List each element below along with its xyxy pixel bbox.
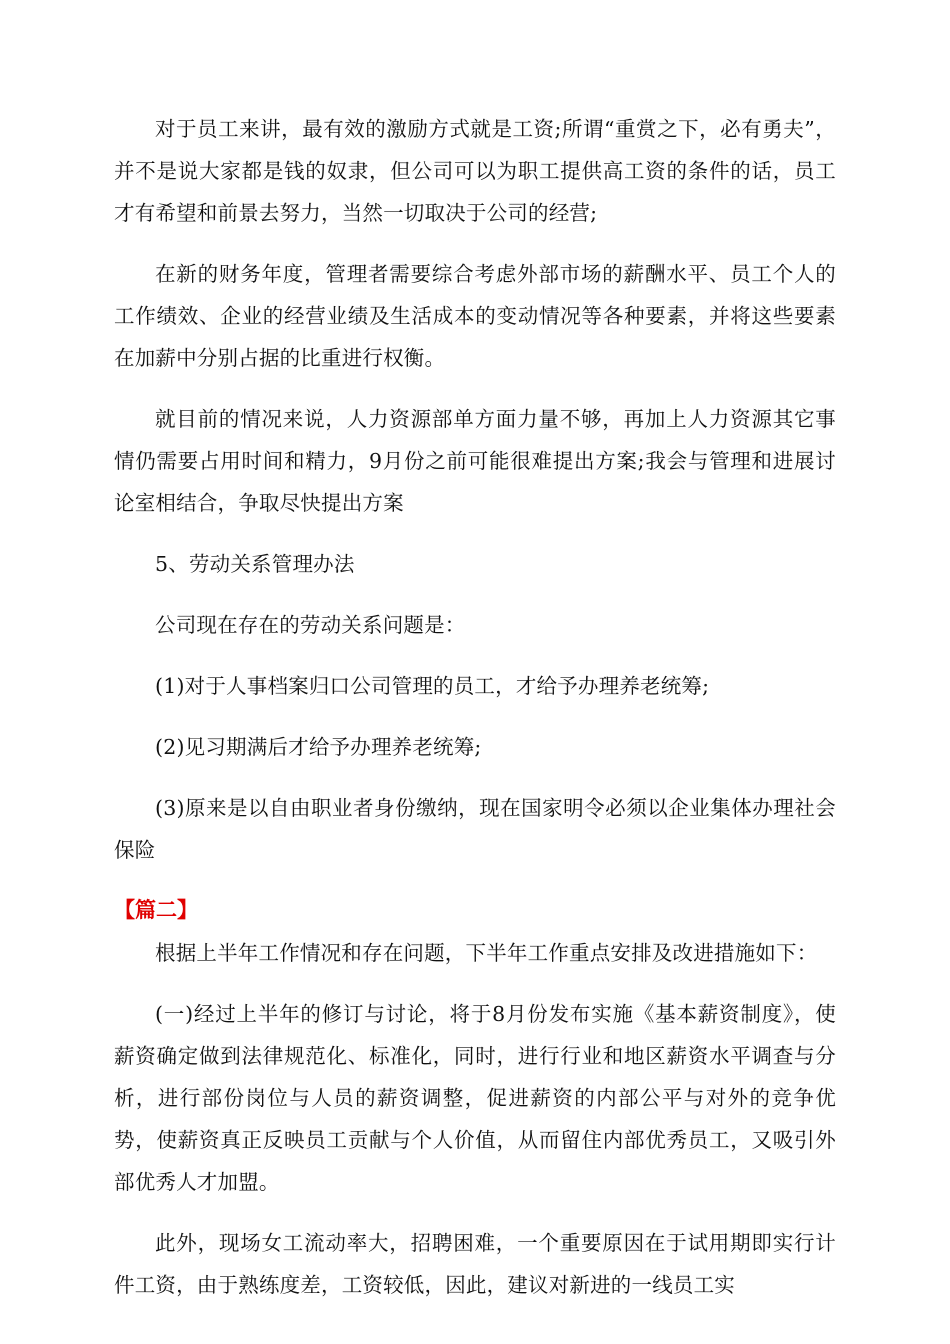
paragraph-salary-incentive: 对于员工来讲，最有效的激励方式就是工资;所谓“重赏之下，必有勇夫”，并不是说大家都是钱的奴隶，但公司可以为职工提供高工资的条件的话，员工才有希望和前景去努力，当然一切取决于公司的经营;	[114, 117, 836, 225]
document-page	[114, 108, 836, 1325]
subheading-labor-relations: 5、劳动关系管理办法	[155, 552, 355, 576]
paragraph-second-half-plan: 根据上半年工作情况和存在问题，下半年工作重点安排及改进措施如下：	[155, 941, 818, 965]
list-item-issue-1: (1)对于人事档案归口公司管理的员工，才给予办理养老统筹;	[155, 674, 710, 698]
paragraph-current-situation: 就目前的情况来说，人力资源部单方面力量不够，再加上人力资源其它事情仍需要占用时间和精力，9月份之前可能很难提出方案;我会与管理和进展讨论室相结合，争取尽快提出方案	[114, 407, 836, 515]
list-item-issue-3: (3)原来是以自由职业者身份缴纳，现在国家明令必须以企业集体办理社会保险	[114, 796, 836, 862]
paragraph-turnover: 此外，现场女工流动率大，招聘困难，一个重要原因在于试用期即实行计件工资，由于熟练度差，工资较低，因此，建议对新进的一线员工实	[114, 1231, 836, 1297]
paragraph-raise-factors: 在新的财务年度，管理者需要综合考虑外部市场的薪酬水平、员工个人的工作绩效、企业的经营业绩及生活成本的变动情况等各种要素，并将这些要素在加薪中分别占据的比重进行权衡。	[114, 262, 836, 370]
paragraph-salary-system: (一)经过上半年的修订与讨论，将于8月份发布实施《基本薪资制度》，使薪资确定做到法律规范化、标准化，同时，进行行业和地区薪资水平调查与分析，进行部份岗位与人员的薪资调整，促进薪资的内部公平与对外的竞争优势，使薪资真正反映员工贡献与个人价值，从而留住内部优秀员工，又吸引外部优秀人才加盟。	[114, 1002, 836, 1194]
section-heading-part-two: 【篇二】	[114, 898, 198, 922]
list-item-issue-2: (2)见习期满后才给予办理养老统筹;	[155, 735, 482, 759]
paragraph-labor-issues-intro: 公司现在存在的劳动关系问题是：	[155, 613, 466, 637]
